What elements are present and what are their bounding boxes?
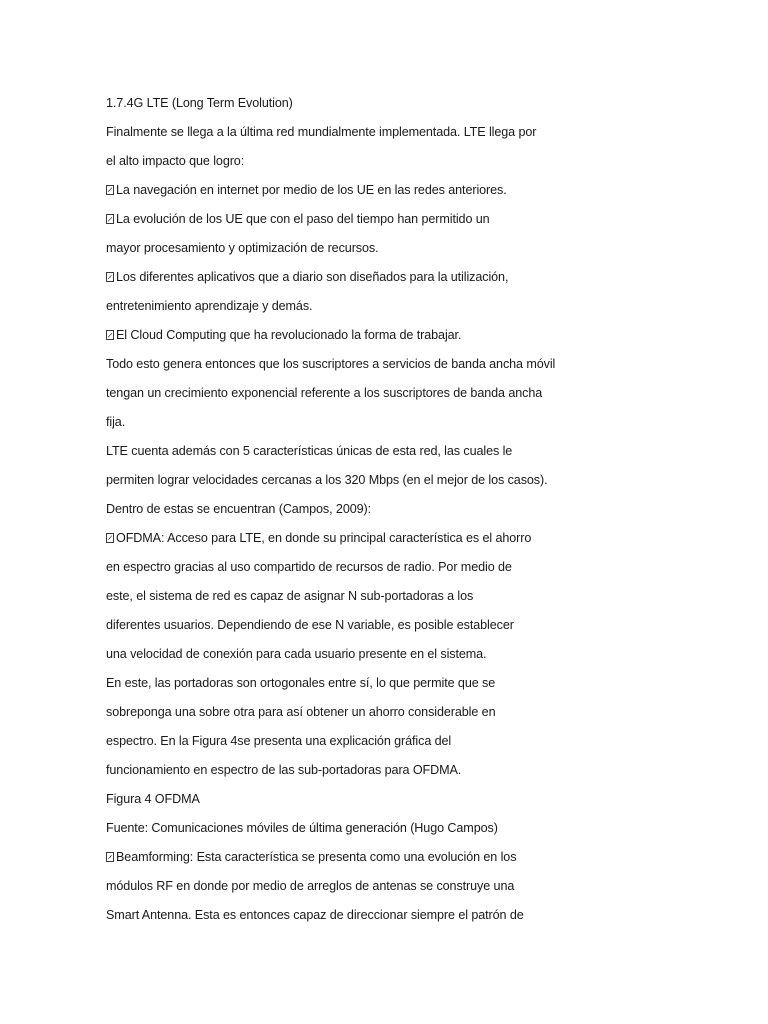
bullet-box-icon bbox=[106, 852, 114, 862]
line-text: En este, las portadoras son ortogonales entre sí, lo que permite que se bbox=[106, 676, 496, 690]
text-line bbox=[106, 756, 726, 785]
line-text: Beamforming: Esta característica se presenta como una evolución en los bbox=[116, 850, 517, 864]
line-text: sobreponga una sobre otra para así obtener un ahorro considerable en bbox=[106, 705, 496, 719]
line-text: una velocidad de conexión para cada usuario presente en el sistema. bbox=[106, 647, 487, 661]
text-line bbox=[106, 611, 726, 640]
line-text: Fuente: Comunicaciones móviles de última generación (Hugo Campos) bbox=[106, 821, 498, 835]
line-text: Smart Antenna. Esta es entonces capaz de direccionar siempre el patrón de bbox=[106, 908, 524, 922]
document-body bbox=[106, 89, 726, 930]
text-line bbox=[106, 379, 726, 408]
text-line bbox=[106, 118, 726, 147]
bullet-line bbox=[106, 524, 726, 553]
text-line bbox=[106, 147, 726, 176]
bullet-line bbox=[106, 321, 726, 350]
text-line bbox=[106, 234, 726, 263]
bullet-box-icon bbox=[106, 214, 114, 224]
text-line bbox=[106, 814, 726, 843]
text-line bbox=[106, 901, 726, 930]
line-text: Finalmente se llega a la última red mundialmente implementada. LTE llega por bbox=[106, 125, 537, 139]
bullet-box-icon bbox=[106, 330, 114, 340]
text-line bbox=[106, 727, 726, 756]
text-line bbox=[106, 698, 726, 727]
text-line bbox=[106, 785, 726, 814]
text-line bbox=[106, 495, 726, 524]
line-text: tengan un crecimiento exponencial referente a los suscriptores de banda ancha bbox=[106, 386, 543, 400]
text-line bbox=[106, 408, 726, 437]
bullet-box-icon bbox=[106, 533, 114, 543]
line-text: este, el sistema de red es capaz de asignar N sub-portadoras a los bbox=[106, 589, 474, 603]
line-text: funcionamiento en espectro de las sub-portadoras para OFDMA. bbox=[106, 763, 462, 777]
bullet-box-icon bbox=[106, 185, 114, 195]
line-text: fija. bbox=[106, 415, 126, 429]
text-line bbox=[106, 466, 726, 495]
text-line bbox=[106, 350, 726, 379]
text-line bbox=[106, 669, 726, 698]
line-text: permiten lograr velocidades cercanas a los 320 Mbps (en el mejor de los casos). bbox=[106, 473, 548, 487]
text-line bbox=[106, 553, 726, 582]
line-text: OFDMA: Acceso para LTE, en donde su principal característica es el ahorro bbox=[116, 531, 532, 545]
line-text: Dentro de estas se encuentran (Campos, 2009): bbox=[106, 502, 372, 516]
line-text: Los diferentes aplicativos que a diario son diseñados para la utilización, bbox=[116, 270, 509, 284]
line-text: el alto impacto que logro: bbox=[106, 154, 245, 168]
line-text: LTE cuenta además con 5 características únicas de esta red, las cuales le bbox=[106, 444, 513, 458]
line-text: 1.7.4G LTE (Long Term Evolution) bbox=[106, 96, 293, 110]
line-text: módulos RF en donde por medio de arreglos de antenas se construye una bbox=[106, 879, 515, 893]
line-text: Figura 4 OFDMA bbox=[106, 792, 200, 806]
bullet-box-icon bbox=[106, 272, 114, 282]
text-line bbox=[106, 640, 726, 669]
line-text: La evolución de los UE que con el paso del tiempo han permitido un bbox=[116, 212, 490, 226]
line-text: diferentes usuarios. Dependiendo de ese N variable, es posible establecer bbox=[106, 618, 514, 632]
bullet-line bbox=[106, 263, 726, 292]
text-line bbox=[106, 872, 726, 901]
line-text: en espectro gracias al uso compartido de recursos de radio. Por medio de bbox=[106, 560, 512, 574]
line-text: mayor procesamiento y optimización de recursos. bbox=[106, 241, 379, 255]
text-line bbox=[106, 582, 726, 611]
bullet-line bbox=[106, 843, 726, 872]
bullet-line bbox=[106, 176, 726, 205]
line-text: La navegación en internet por medio de los UE en las redes anteriores. bbox=[116, 183, 507, 197]
bullet-line bbox=[106, 205, 726, 234]
line-text: Todo esto genera entonces que los suscriptores a servicios de banda ancha móvil bbox=[106, 357, 556, 371]
text-line bbox=[106, 89, 726, 118]
line-text: espectro. En la Figura 4se presenta una explicación gráfica del bbox=[106, 734, 452, 748]
line-text: entretenimiento aprendizaje y demás. bbox=[106, 299, 313, 313]
text-line bbox=[106, 292, 726, 321]
text-line bbox=[106, 437, 726, 466]
line-text: El Cloud Computing que ha revolucionado la forma de trabajar. bbox=[116, 328, 462, 342]
